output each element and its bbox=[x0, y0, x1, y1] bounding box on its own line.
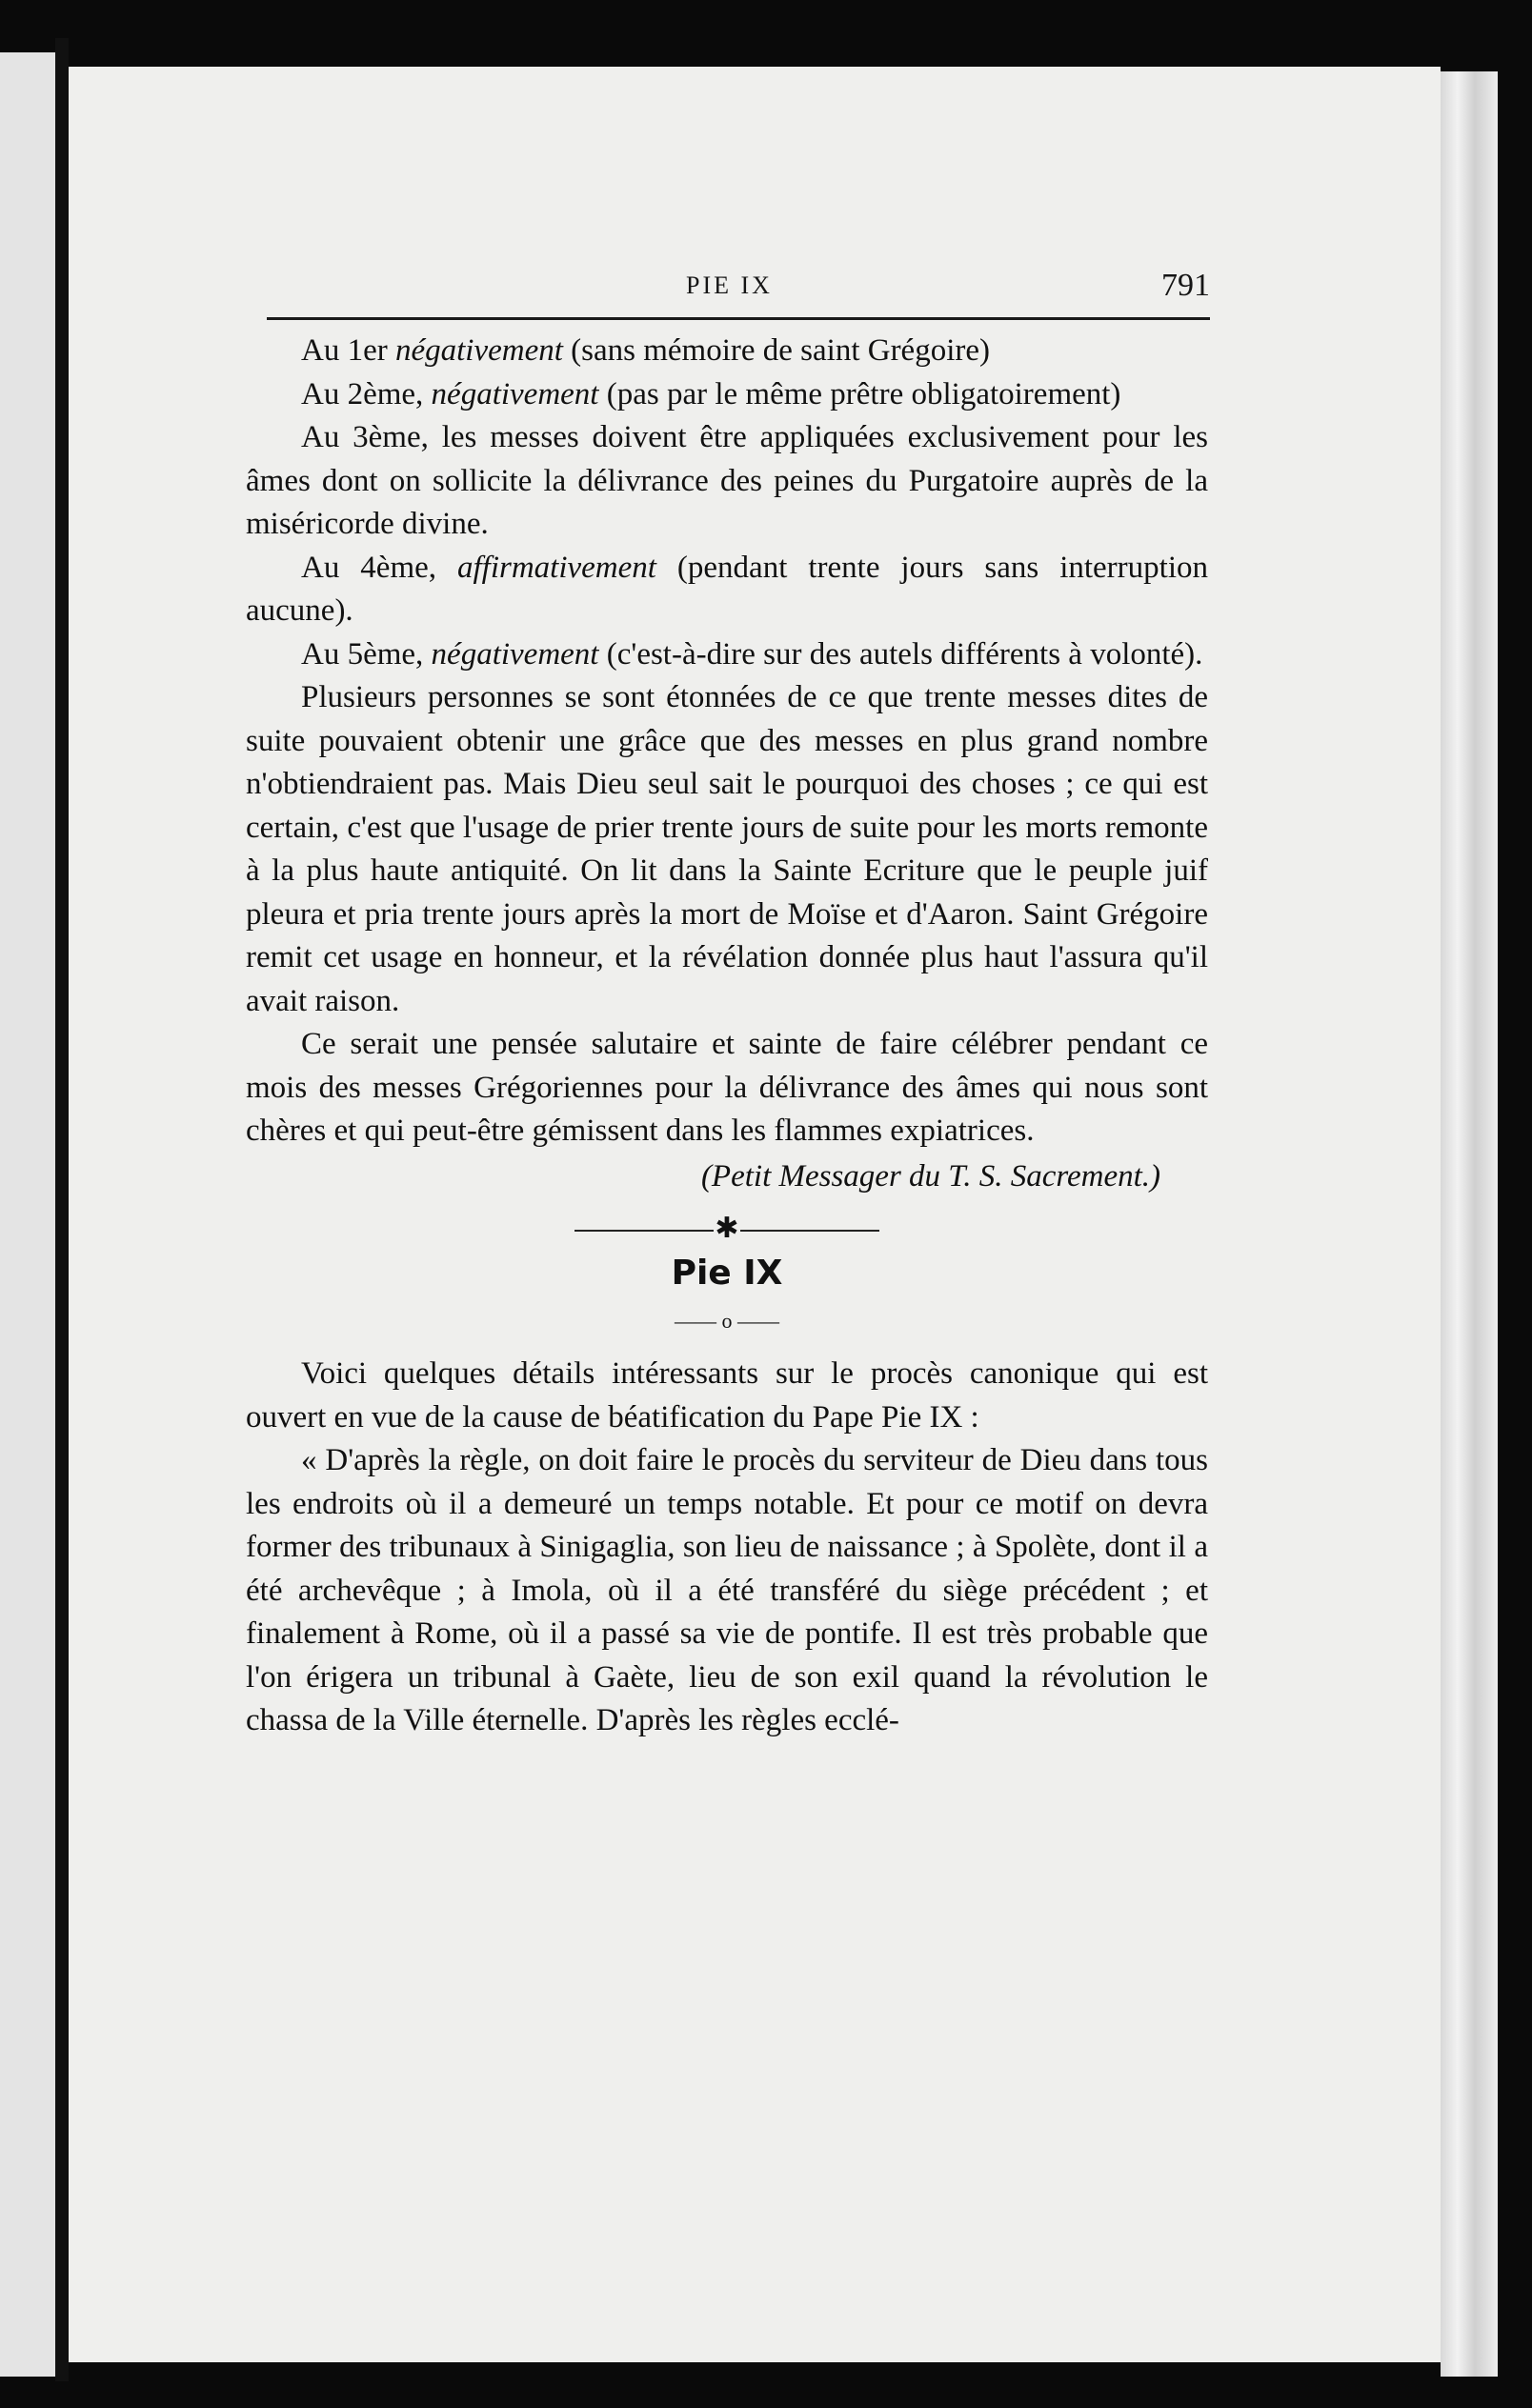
header-rule bbox=[267, 317, 1210, 320]
paragraph: Au 2ème, négativement (pas par le même prêtre obligatoirement) bbox=[301, 376, 1121, 411]
ornament-rule bbox=[574, 1212, 879, 1246]
small-ornament: —— o —— bbox=[675, 1309, 779, 1333]
citation: (Petit Messager du T. S. Sacrement.) bbox=[700, 1158, 1160, 1194]
paragraph: Au 1er négativement (sans mémoire de saint Grégoire) bbox=[301, 333, 991, 368]
running-title: PIE IX bbox=[686, 271, 773, 299]
paragraph: Ce serait une pensée salutaire et sainte de faire célébrer pendant ce mois des messes Grégoriennes pour la délivrance des âmes qui nous sont chères et qui peut-être gémissent dans les flammes expiatrices. bbox=[246, 1027, 1208, 1148]
section-title: Pie IX bbox=[671, 1254, 783, 1293]
section-divider bbox=[246, 1212, 1208, 1246]
page-stack-edge bbox=[1441, 71, 1498, 2377]
asterisk-icon: ✱ bbox=[715, 1213, 739, 1244]
paragraph: Au 5ème, négativement (c'est-à-dire sur des autels différents à volonté). bbox=[301, 636, 1203, 672]
paragraph: « D'après la règle, on doit faire le procès du serviteur de Dieu dans tous les endroits où il a demeuré un temps notable. Et pour ce motif on devra former des tribunaux à Sinigaglia, son lieu de naissance ; à Spolète, dont il a été archevêque ; à Imola, où il a été transféré du siège précédent ; et finalement à Rome, où il a passé sa vie de pontife. Il est très probable que l'on érigera un tribunal à Gaète, lieu de son exil quand la révolution le chassa de la Ville éternelle. D'après les règles ecclé- bbox=[246, 1443, 1208, 1737]
page-header bbox=[267, 268, 1210, 319]
facing-page-edge bbox=[0, 52, 55, 2377]
paragraph: Voici quelques détails intéressants sur le procès canonique qui est ouvert en vue de la cause de béatification du Pape Pie IX : bbox=[246, 1356, 1208, 1435]
paragraph: Au 4ème, affirmativement (pendant trente jours sans interruption aucune). bbox=[246, 550, 1208, 628]
paragraph: Au 3ème, les messes doivent être appliquées exclusivement pour les âmes dont on sollicite la délivrance des peines du Purgatoire auprès de la miséricorde divine. bbox=[246, 420, 1208, 541]
book-gutter bbox=[55, 38, 69, 2381]
page-number: 791 bbox=[1161, 268, 1210, 303]
page-body bbox=[246, 330, 1208, 1743]
paragraph: Plusieurs personnes se sont étonnées de ce que trente messes dites de suite pouvaient obtenir une grâce que des messes en plus grand nombre n'obtiendraient pas. Mais Dieu seul sait le pourquoi des choses ; ce qui est certain, c'est que l'usage de prier trente jours de suite pour les morts remonte à la plus haute antiquité. On lit dans la Sainte Ecriture que le peuple juif pleura et pria trente jours après la mort de Moïse et d'Aaron. Saint Grégoire remit cet usage en honneur, et la révélation donnée plus haut l'assura qu'il avait raison. bbox=[246, 680, 1208, 1018]
